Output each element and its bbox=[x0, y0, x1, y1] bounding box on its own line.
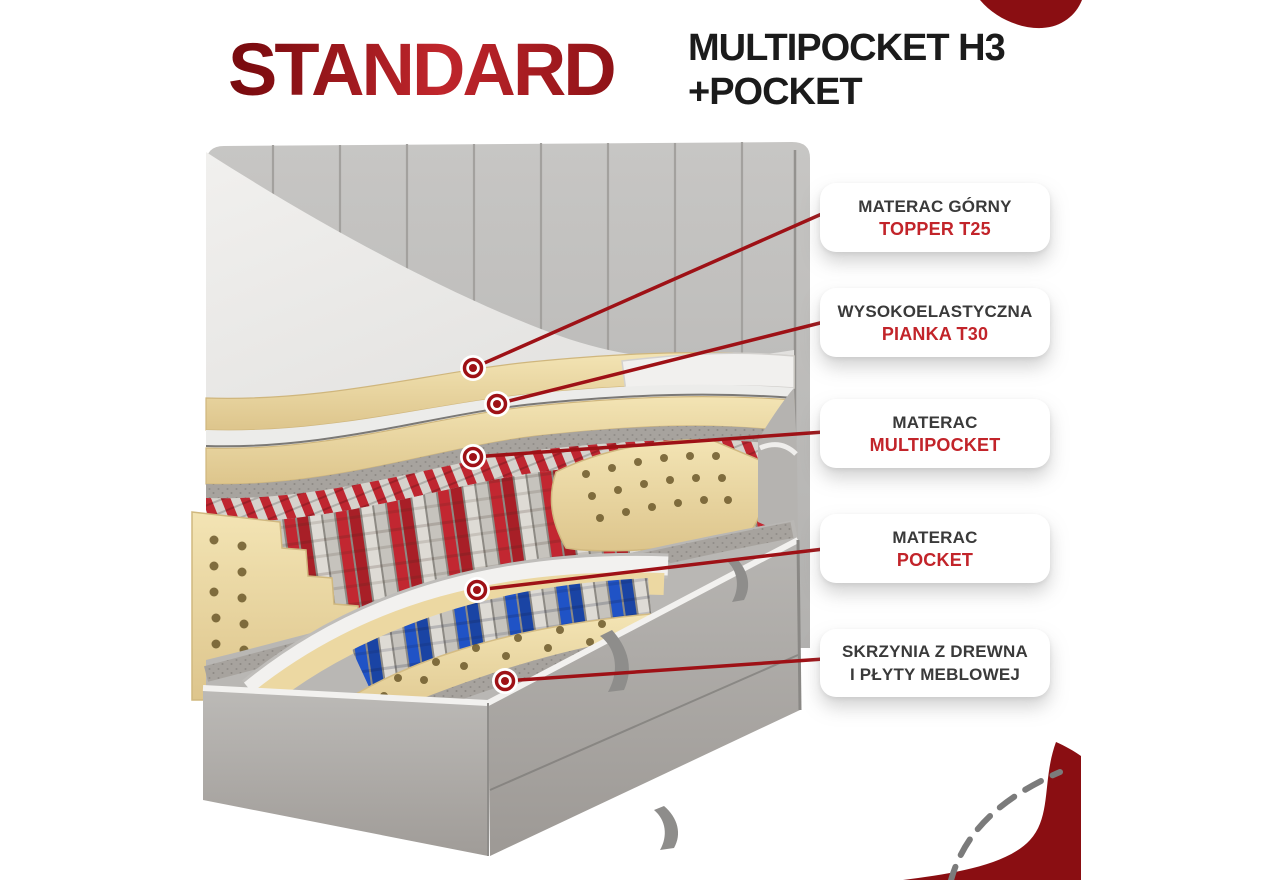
callout-label: MATERAC bbox=[892, 412, 978, 432]
marker-pocket bbox=[464, 577, 490, 603]
callout-topper bbox=[820, 183, 1050, 252]
callout-label: SKRZYNIA Z DREWNA bbox=[842, 642, 1028, 661]
subtitle-line-1: MULTIPOCKET H3 bbox=[688, 27, 1005, 69]
callout-multipocket bbox=[820, 399, 1050, 468]
marker-multipocket bbox=[460, 444, 486, 470]
callout-storage-box bbox=[820, 629, 1050, 697]
fabric-strap bbox=[654, 806, 678, 850]
product-subtitle bbox=[688, 26, 1005, 114]
callout-value: MULTIPOCKET bbox=[869, 434, 1001, 455]
callout-pocket bbox=[820, 514, 1050, 583]
decor-blob-top-right bbox=[980, 0, 1082, 28]
box-front-face bbox=[203, 688, 488, 856]
product-title: STANDARD bbox=[228, 20, 614, 120]
callout-value: POCKET bbox=[896, 549, 974, 570]
callout-label: MATERAC bbox=[892, 527, 978, 547]
callout-value: PIANKA T30 bbox=[881, 323, 989, 344]
subtitle-line-2: +POCKET bbox=[688, 71, 862, 113]
marker-topper bbox=[460, 355, 486, 381]
callout-label: MATERAC GÓRNY bbox=[858, 196, 1012, 216]
box-end-edge bbox=[798, 540, 800, 710]
callout-value: TOPPER T25 bbox=[879, 218, 991, 239]
callout-foam bbox=[820, 288, 1050, 357]
decor-blob-bottom-right bbox=[903, 742, 1081, 880]
callout-value: I PŁYTY MEBLOWEJ bbox=[849, 665, 1021, 684]
callout-label: WYSOKOELASTYCZNA bbox=[837, 301, 1033, 321]
marker-box bbox=[492, 668, 518, 694]
marker-foam bbox=[484, 391, 510, 417]
